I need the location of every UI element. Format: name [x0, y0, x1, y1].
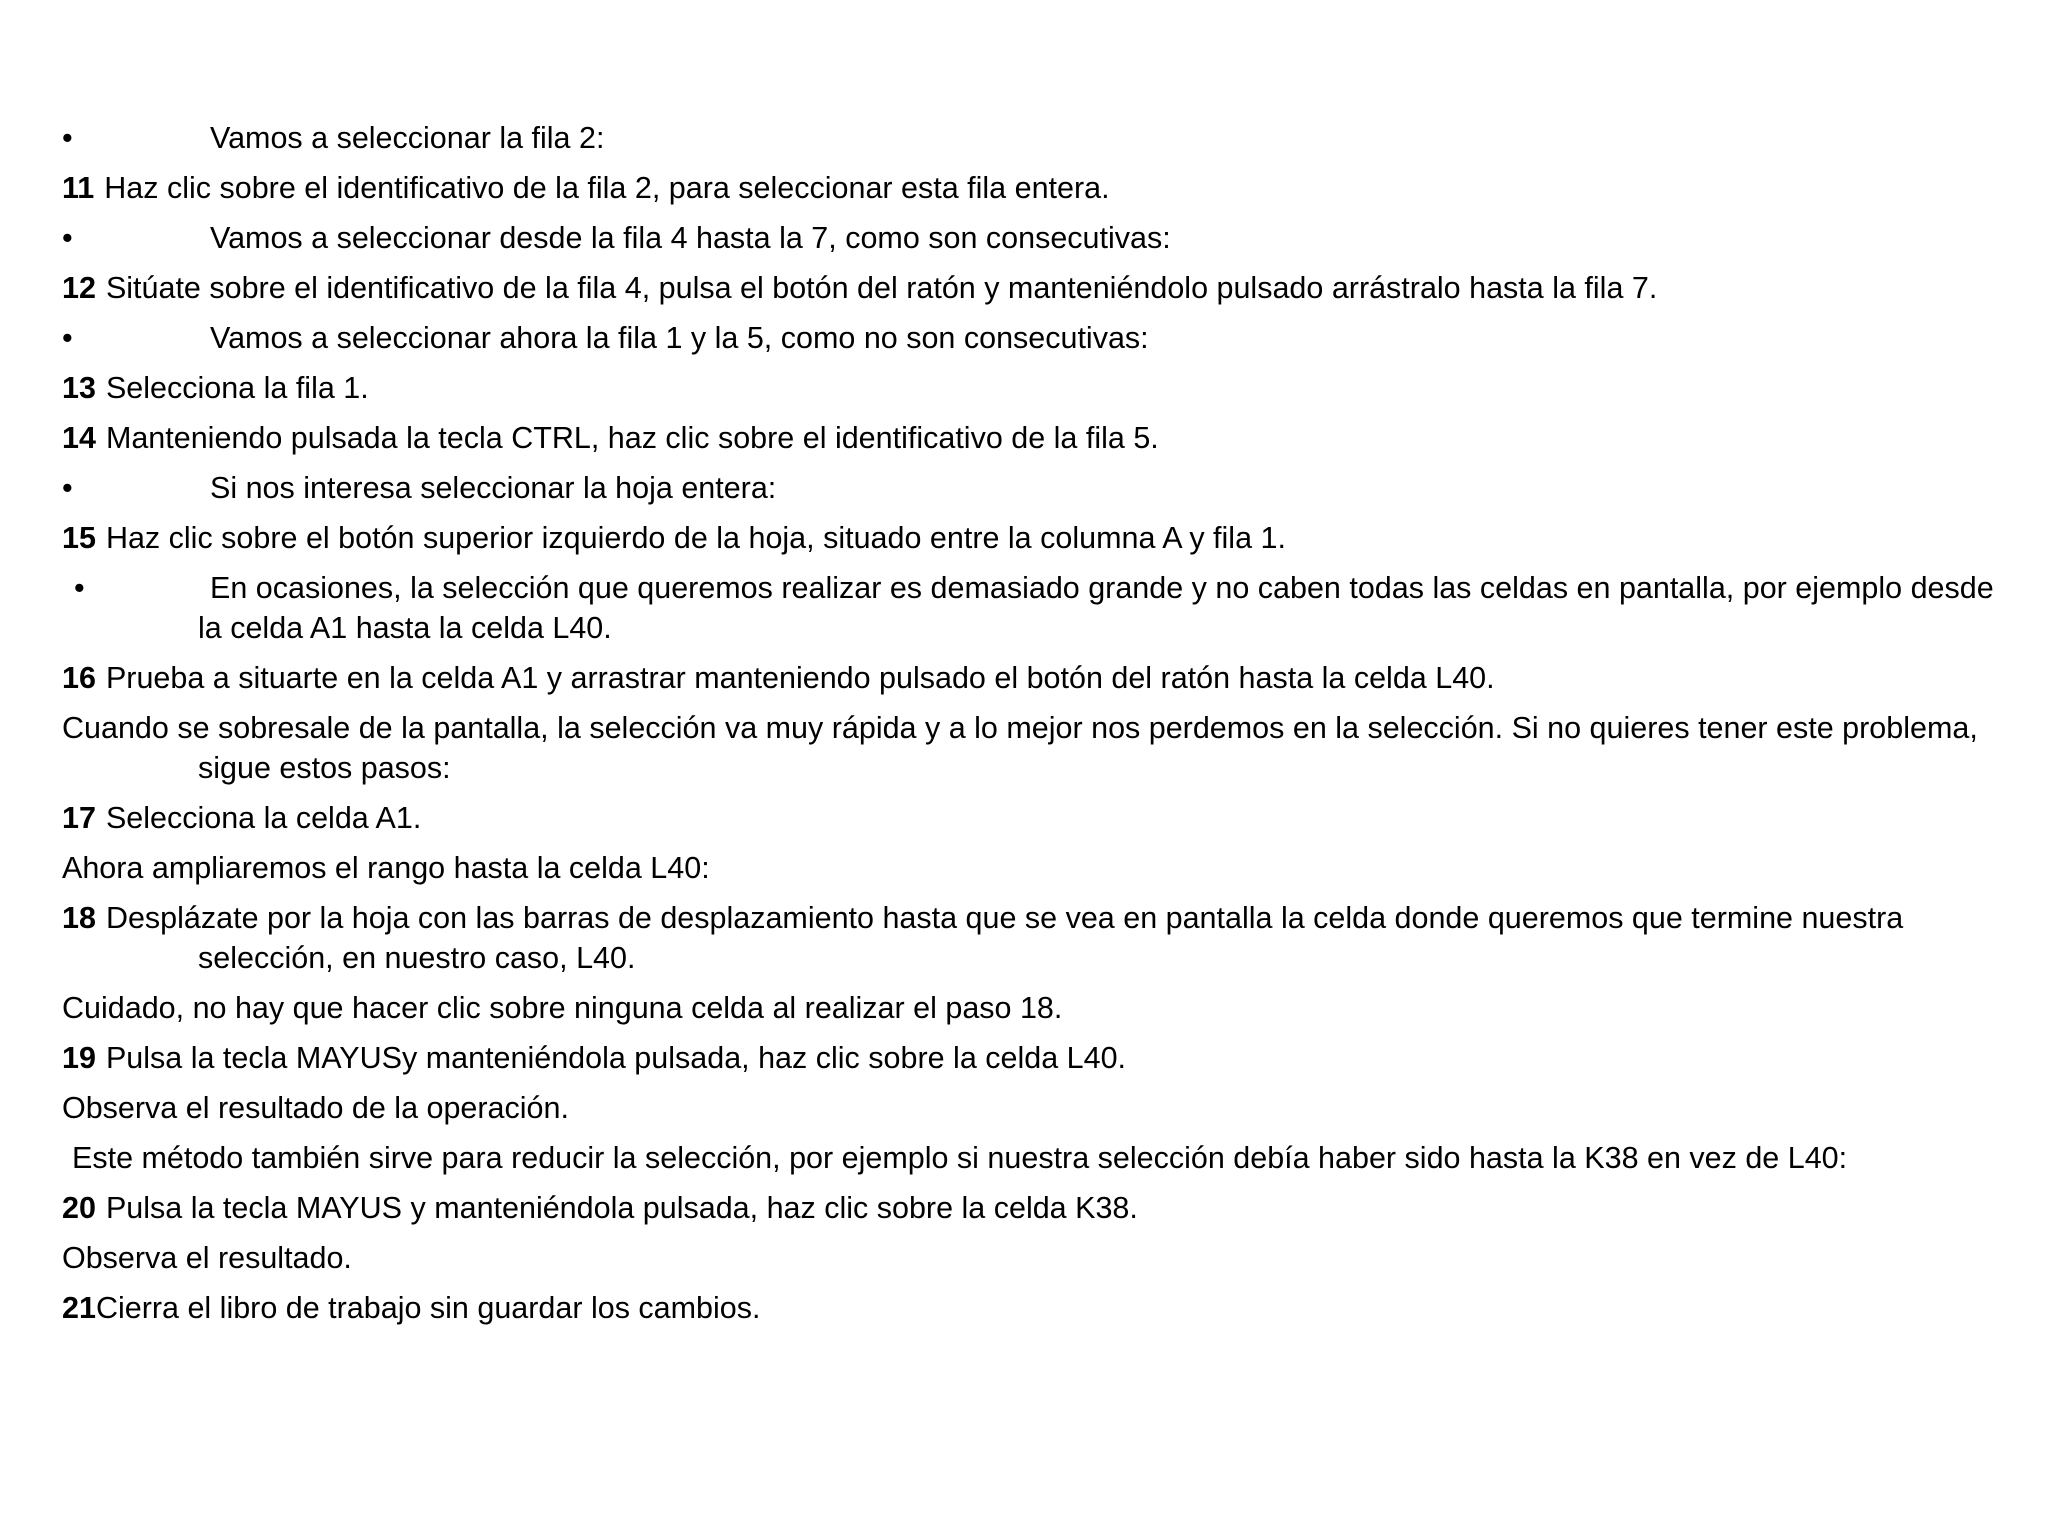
bullet-text: Vamos a seleccionar la fila 2: [210, 121, 605, 155]
step-number: 15 [62, 521, 96, 555]
paragraph: Ahora ampliaremos el rango hasta la celda L40: [62, 851, 710, 885]
step-number: 20 [62, 1191, 96, 1225]
bullet-line [62, 568, 2022, 648]
step-line [62, 168, 2022, 208]
step-text: Manteniendo pulsada la tecla CTRL, haz clic sobre el identificativo de la fila 5. [105, 421, 1159, 455]
step-text: Haz clic sobre el botón superior izquierdo de la hoja, situado entre la columna A y fila 1. [105, 521, 1286, 555]
bullet-line [62, 468, 2022, 508]
step-text: Desplázate por la hoja con las barras de desplazamiento hasta que se vea en pantalla la celda donde queremos que termine nuestra selección, en nuestro caso, L40. [105, 901, 1904, 975]
document-page [62, 118, 2022, 1338]
step-line [62, 1038, 2022, 1078]
step-text: Haz clic sobre el identificativo de la fila 2, para seleccionar esta fila entera. [104, 171, 1110, 205]
step-number: 11 [62, 171, 95, 205]
bullet-icon: • [74, 571, 85, 605]
step-text: Prueba a situarte en la celda A1 y arrastrar manteniendo pulsado el botón del ratón hasta la celda L40. [105, 661, 1495, 695]
step-number: 14 [62, 421, 96, 455]
step-text: Selecciona la fila 1. [105, 371, 369, 405]
bullet-text: En ocasiones, la selección que queremos realizar es demasiado grande y no caben todas las celdas en pantalla, por ejemplo desde la celda A1 hasta la celda L40. [198, 571, 1994, 645]
step-line [62, 368, 2022, 408]
step-number: 19 [62, 1041, 96, 1075]
step-line [62, 1288, 2022, 1328]
bullet-line [62, 118, 2022, 158]
paragraph: Cuando se sobresale de la pantalla, la selección va muy rápida y a lo mejor nos perdemos en la selección. Si no quieres tener este problema, sigue estos pasos: [62, 711, 1978, 785]
bullet-text: Si nos interesa seleccionar la hoja entera: [210, 471, 777, 505]
step-text: Pulsa la tecla MAYUS y manteniéndola pulsada, haz clic sobre la celda K38. [105, 1191, 1138, 1225]
step-line [62, 1188, 2022, 1228]
bullet-line [62, 218, 2022, 258]
step-number: 18 [62, 901, 96, 935]
step-line [62, 658, 2022, 698]
bullet-text: Vamos a seleccionar ahora la fila 1 y la 5, como no son consecutivas: [210, 321, 1149, 355]
step-number: 17 [62, 801, 96, 835]
paragraph: Observa el resultado de la operación. [62, 1091, 569, 1125]
paragraph: Cuidado, no hay que hacer clic sobre ninguna celda al realizar el paso 18. [62, 991, 1063, 1025]
step-number: 12 [62, 271, 96, 305]
step-text: Cierra el libro de trabajo sin guardar los cambios. [95, 1291, 761, 1325]
step-text: Pulsa la tecla MAYUSy manteniéndola pulsada, haz clic sobre la celda L40. [105, 1041, 1127, 1075]
step-line [62, 518, 2022, 558]
bullet-icon: • [62, 321, 73, 355]
bullet-line [62, 318, 2022, 358]
paragraph: Este método también sirve para reducir la selección, por ejemplo si nuestra selección debía haber sido hasta la K38 en vez de L40: [72, 1141, 1848, 1175]
step-line [62, 418, 2022, 458]
step-number: 21 [62, 1291, 96, 1325]
bullet-icon: • [62, 121, 73, 155]
paragraph: Observa el resultado. [62, 1241, 352, 1275]
step-line [62, 268, 2022, 308]
step-text: Selecciona la celda A1. [105, 801, 422, 835]
step-line [62, 798, 2022, 838]
bullet-icon: • [62, 221, 73, 255]
bullet-icon: • [62, 471, 73, 505]
step-line [62, 898, 2022, 978]
step-number: 16 [62, 661, 96, 695]
bullet-text: Vamos a seleccionar desde la fila 4 hasta la 7, como son consecutivas: [210, 221, 1171, 255]
step-text: Sitúate sobre el identificativo de la fila 4, pulsa el botón del ratón y manteniéndolo pulsado arrástralo hasta la fila 7. [105, 271, 1658, 305]
step-number: 13 [62, 371, 96, 405]
